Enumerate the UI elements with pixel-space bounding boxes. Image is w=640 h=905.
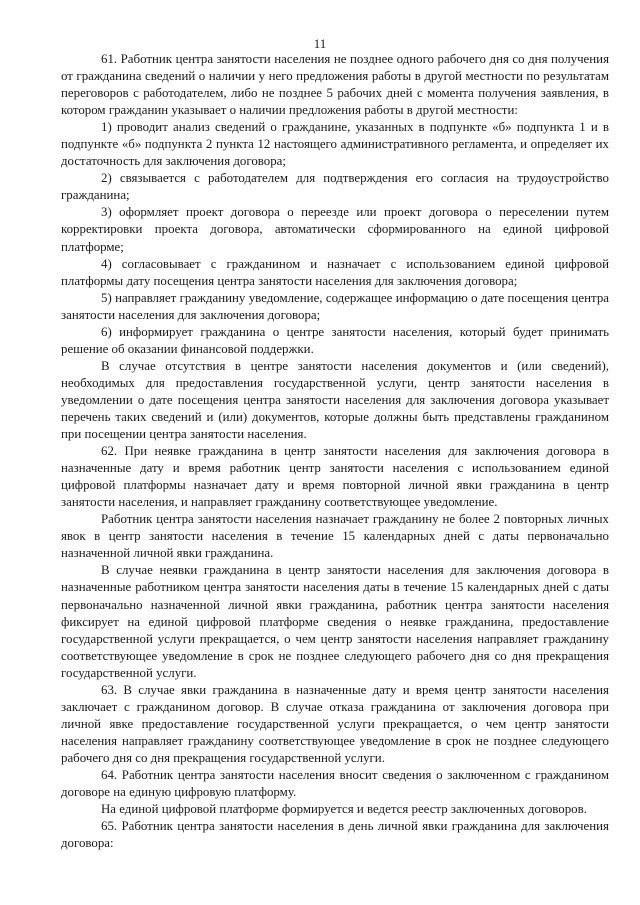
page-number: 11	[313, 36, 327, 51]
document-body	[61, 51, 609, 852]
list-item-1: 1) проводит анализ сведений о гражданине, указанных в подпункте «б» подпункта 1 и в подпункте «б» подпункта 2 пункта 12 настоящего административного регламента, и определяет их достаточность для заключения договора;	[61, 120, 609, 169]
paragraph-62: 62. При неявке гражданина в центр занятости населения для заключения договора в назначенные дату и время работник центр занятости населения с использованием единой цифровой платформы назначает дату и время повторной личной явки гражданина в центр занятости населения, и направляет гражданину соответствующее уведомление.	[61, 444, 609, 510]
list-item-3: 3) оформляет проект договора о переезде или проект договора о переселении путем корректировки проекта договора, автоматически сформированного на единой цифровой платформе;	[61, 205, 609, 254]
paragraph-missing-documents: В случае отсутствия в центре занятости населения документов и (или сведений), необходимых для предоставления государственной услуги, центр занятости населения в уведомлении о дате посещения центра занятости населения для заключения договора указывает перечень таких сведений и (или) документов, которые должны быть представлены гражданином при посещении центра занятости населения.	[61, 358, 609, 442]
paragraph-registry: На единой цифровой платформе формируется и ведется реестр заключенных договоров.	[101, 802, 587, 817]
paragraph-64: 64. Работник центра занятости населения вносит сведения о заключенном с гражданином договоре на единую цифровую платформу.	[61, 767, 609, 800]
list-item-5: 5) направляет гражданину уведомление, содержащее информацию о дате посещения центра занятости населения для заключения договора;	[61, 290, 609, 322]
paragraph-63: 63. В случае явки гражданина в назначенные дату и время центр занятости населения заключает с гражданином договор. В случае отказа гражданина от заключения договора при личной явке предоставление государственной услуги прекращается, о чем центр занятости населения направляет гражданину соответствующее уведомление в срок не позднее следующего рабочего дня со дня прекращения государственной услуги.	[61, 682, 609, 765]
paragraph-65: 65. Работник центра занятости населения в день личной явки гражданина для заключения договора:	[61, 819, 609, 851]
paragraph-repeat-visits: Работник центра занятости населения назначает гражданину не более 2 повторных личных явок в центр занятости населения в течение 15 календарных дней с даты первоначально назначенной личной явки гражданина.	[61, 512, 609, 561]
list-item-2: 2) связывается с работодателем для подтверждения его согласия на трудоустройство гражданина;	[61, 171, 609, 203]
list-item-4: 4) согласовывает с гражданином и назначает с использованием единой цифровой платформы дату посещения центра занятости населения для заключения договора;	[61, 256, 609, 288]
paragraph-61: 61. Работник центра занятости населения не позднее одного рабочего дня со дня получения от гражданина сведений о наличии у него предложения работы в другой местности по результатам переговоров с работодателем, либо не позднее 5 рабочих дней с момента получения заявления, в котором гражданин указывает о наличии предложения работы в другой местности:	[61, 52, 609, 118]
paragraph-non-appearance: В случае неявки гражданина в центр занятости населения для заключения договора в назначенные работником центра занятости населения даты в течение 15 календарных дней с даты первоначально назначенной личной явки гражданина, работник центра занятости населения фиксирует на единой цифровой платформе сведения о неявке гражданина, предоставление государственной услуги прекращается, о чем центр занятости населения направляет гражданину соответствующее уведомление в срок не позднее следующего рабочего дня со дня прекращения государственной услуги.	[61, 563, 609, 680]
list-item-6: 6) информирует гражданина о центре занятости населения, который будет принимать решение об оказании финансовой поддержки.	[61, 324, 609, 356]
